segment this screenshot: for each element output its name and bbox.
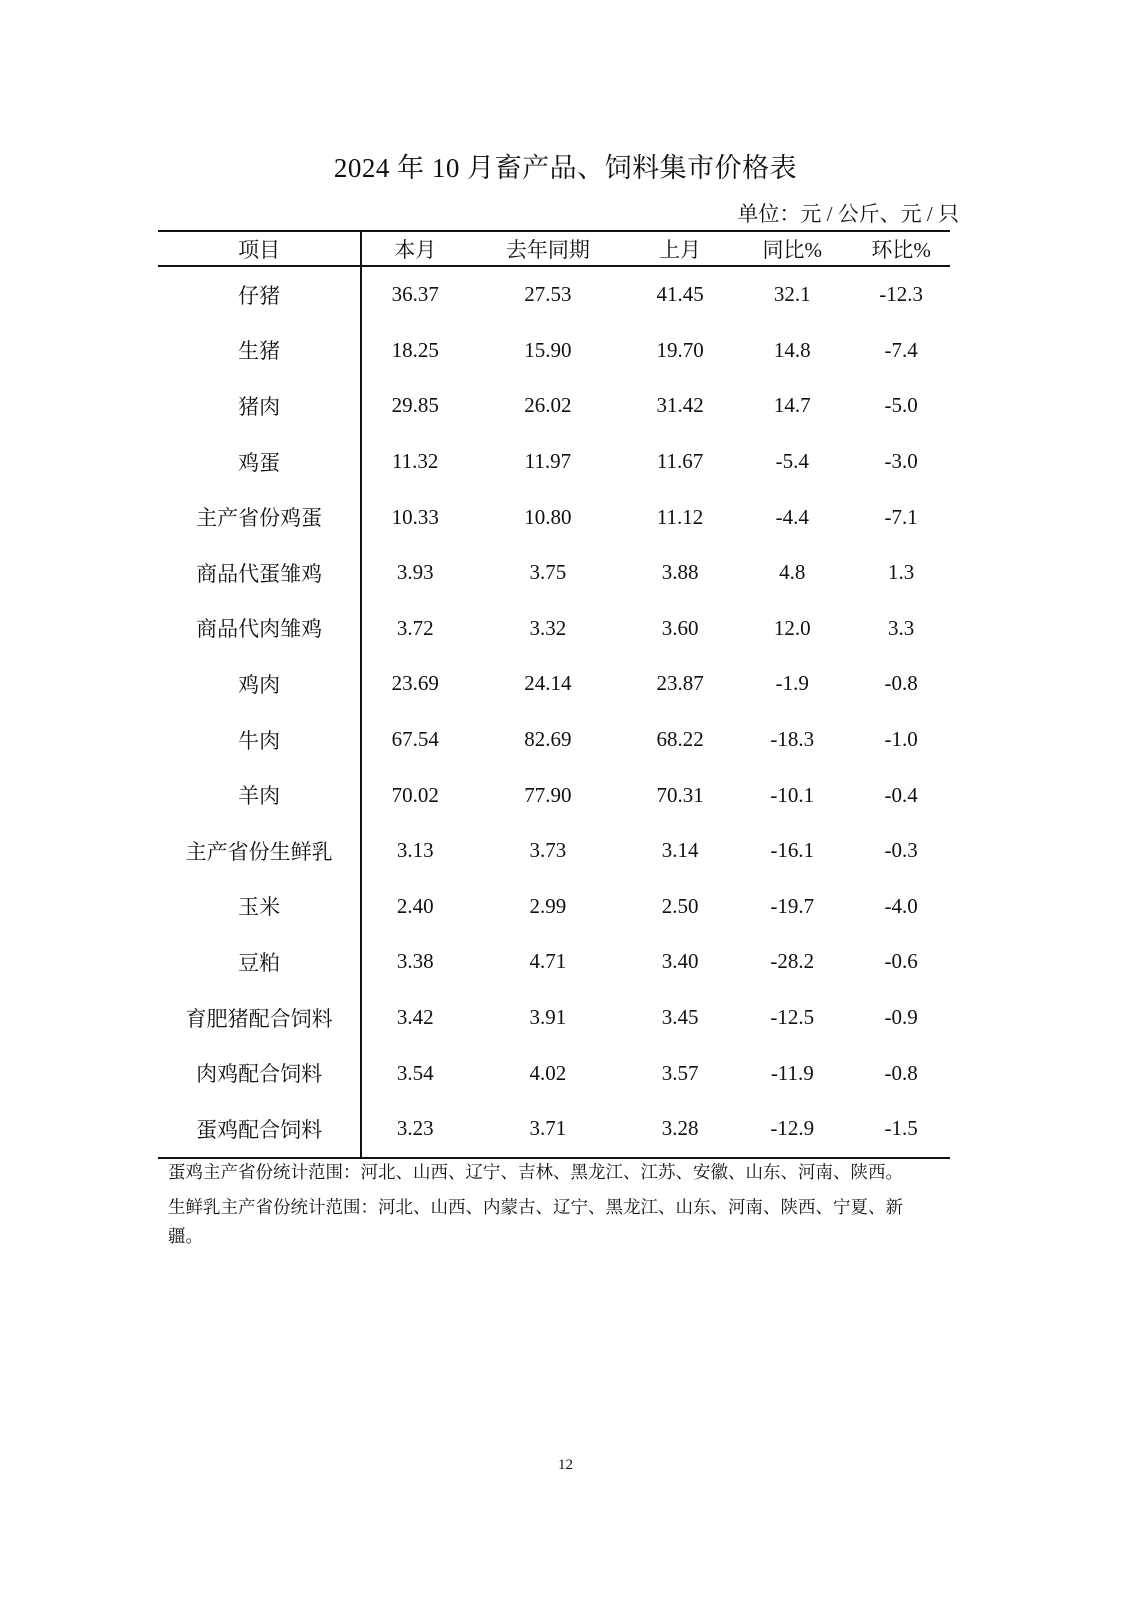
cell-yoy: -12.9 (732, 1101, 852, 1158)
cell-yoy: -4.4 (775, 504, 809, 529)
cell-last-year: 4.02 (529, 1060, 567, 1085)
table-row (158, 378, 950, 434)
cell-last-year: 4.71 (529, 949, 567, 974)
page-number: 12 (558, 1457, 573, 1473)
document-title: 2024 年 10 月畜产品、饲料集市价格表 (333, 153, 798, 183)
cell-yoy: 14.8 (773, 337, 811, 362)
cell-item: 主产省份鸡蛋 (158, 489, 361, 545)
cell-last-month: 23.87 (656, 671, 704, 696)
cell-this-month: 3.23 (361, 1101, 468, 1158)
cell-mom: -0.8 (884, 671, 918, 696)
cell-last-month: 11.12 (656, 504, 704, 529)
header-last-month: 上月 (628, 231, 733, 266)
cell-mom: 1.3 (887, 560, 915, 585)
header-mom: 环比% (852, 231, 950, 266)
unit-label: 单位：元 / 公斤、元 / 只 (737, 202, 959, 226)
table-row (158, 545, 950, 601)
table-row (158, 934, 950, 990)
cell-yoy: -19.7 (770, 893, 815, 918)
header-last-year: 去年同期 (468, 231, 628, 266)
cell-this-month: 18.25 (391, 337, 439, 362)
cell-last-month: 3.57 (661, 1060, 699, 1085)
table-row (158, 489, 950, 545)
table-row (158, 434, 950, 490)
header-item: 项目 (158, 231, 361, 266)
cell-item: 牛肉 (158, 712, 361, 768)
cell-yoy: 14.7 (773, 393, 811, 418)
cell-item: 商品代蛋雏鸡 (158, 545, 361, 601)
footnotes (168, 1158, 928, 1257)
cell-this-month: 3.72 (396, 615, 434, 640)
cell-last-month: 2.50 (661, 893, 699, 918)
cell-mom: -0.9 (884, 1005, 918, 1030)
table-row (158, 323, 950, 379)
table-row (158, 656, 950, 712)
cell-yoy: -10.1 (770, 782, 815, 807)
cell-mom: -1.0 (884, 727, 918, 752)
cell-this-month: 36.37 (391, 282, 439, 307)
cell-last-month: 3.40 (661, 949, 699, 974)
cell-mom: -7.1 (884, 504, 918, 529)
cell-item: 育肥猪配合饲料 (158, 990, 361, 1046)
cell-last-year: 11.97 (524, 449, 572, 474)
cell-yoy: -28.2 (770, 949, 815, 974)
cell-last-year: 10.80 (524, 504, 572, 529)
table-row (158, 1101, 950, 1158)
cell-last-year: 82.69 (524, 727, 572, 752)
cell-item: 豆粕 (158, 934, 361, 990)
cell-item: 鸡蛋 (158, 434, 361, 490)
cell-last-year: 3.71 (468, 1101, 628, 1158)
header-this-month: 本月 (361, 231, 468, 266)
cell-this-month: 3.38 (396, 949, 434, 974)
cell-this-month: 3.93 (396, 560, 434, 585)
cell-last-month: 3.14 (661, 838, 699, 863)
cell-last-month: 3.88 (661, 560, 699, 585)
cell-this-month: 3.13 (396, 838, 434, 863)
cell-this-month: 70.02 (391, 782, 439, 807)
cell-last-year: 3.91 (529, 1005, 567, 1030)
table-row (158, 767, 950, 823)
cell-yoy: 32.1 (773, 282, 811, 307)
cell-this-month: 11.32 (391, 449, 439, 474)
cell-last-year: 3.75 (529, 560, 567, 585)
price-table-container (158, 230, 950, 1159)
cell-last-month: 3.60 (661, 615, 699, 640)
cell-mom: -0.3 (884, 838, 918, 863)
cell-mom: -4.0 (884, 893, 918, 918)
cell-this-month: 3.54 (396, 1060, 434, 1085)
cell-last-year: 15.90 (524, 337, 572, 362)
cell-mom: -7.4 (884, 337, 918, 362)
cell-last-year: 24.14 (524, 671, 572, 696)
cell-this-month: 29.85 (391, 393, 439, 418)
cell-mom: 3.3 (887, 615, 915, 640)
cell-yoy: -12.5 (770, 1005, 815, 1030)
cell-last-year: 77.90 (524, 782, 572, 807)
price-table (158, 230, 950, 1159)
cell-yoy: -16.1 (770, 838, 815, 863)
cell-yoy: 12.0 (773, 615, 811, 640)
cell-last-year: 3.73 (529, 838, 567, 863)
footnote-egg-provinces: 蛋鸡主产省份统计范围：河北、山西、辽宁、吉林、黑龙江、江苏、安徽、山东、河南、陕西。 (168, 1162, 903, 1182)
cell-last-month: 11.67 (656, 449, 704, 474)
table-header-row (158, 231, 950, 266)
cell-item: 玉米 (158, 879, 361, 935)
cell-last-year: 27.53 (524, 282, 572, 307)
table-row (158, 990, 950, 1046)
cell-item: 猪肉 (158, 378, 361, 434)
cell-mom: -5.0 (884, 393, 918, 418)
cell-yoy: -5.4 (775, 449, 809, 474)
cell-item: 鸡肉 (158, 656, 361, 712)
cell-this-month: 10.33 (391, 504, 439, 529)
table-row (158, 266, 950, 323)
cell-last-month: 70.31 (656, 782, 704, 807)
cell-item: 肉鸡配合饲料 (158, 1045, 361, 1101)
cell-mom: -0.6 (884, 949, 918, 974)
cell-item: 蛋鸡配合饲料 (158, 1101, 361, 1158)
cell-mom: -0.8 (884, 1060, 918, 1085)
cell-yoy: -18.3 (770, 727, 815, 752)
cell-last-year: 2.99 (529, 893, 567, 918)
table-row (158, 601, 950, 657)
table-row (158, 823, 950, 879)
cell-mom: -12.3 (879, 282, 923, 307)
table-row (158, 712, 950, 768)
header-yoy: 同比% (732, 231, 852, 266)
cell-this-month: 23.69 (391, 671, 439, 696)
cell-this-month: 2.40 (396, 893, 434, 918)
cell-last-month: 41.45 (656, 282, 704, 307)
cell-mom: -1.5 (852, 1101, 950, 1158)
cell-mom: -3.0 (884, 449, 918, 474)
cell-item: 仔猪 (158, 266, 361, 323)
cell-last-month: 31.42 (656, 393, 704, 418)
cell-yoy: 4.8 (779, 560, 806, 585)
cell-this-month: 67.54 (391, 727, 439, 752)
cell-item: 主产省份生鲜乳 (158, 823, 361, 879)
cell-yoy: -11.9 (770, 1060, 814, 1085)
footnote-milk-provinces: 生鲜乳主产省份统计范围：河北、山西、内蒙古、辽宁、黑龙江、山东、河南、陕西、宁夏、新疆。 (168, 1197, 903, 1246)
table-row (158, 879, 950, 935)
cell-last-month: 3.45 (661, 1005, 699, 1030)
cell-last-year: 26.02 (524, 393, 572, 418)
table-row (158, 1045, 950, 1101)
cell-item: 商品代肉雏鸡 (158, 601, 361, 657)
cell-item: 生猪 (158, 323, 361, 379)
cell-last-month: 68.22 (656, 727, 704, 752)
cell-last-year: 3.32 (529, 615, 567, 640)
cell-item: 羊肉 (158, 767, 361, 823)
cell-yoy: -1.9 (775, 671, 809, 696)
cell-this-month: 3.42 (396, 1005, 434, 1030)
cell-last-month: 3.28 (628, 1101, 733, 1158)
cell-last-month: 19.70 (656, 337, 704, 362)
cell-mom: -0.4 (884, 782, 918, 807)
